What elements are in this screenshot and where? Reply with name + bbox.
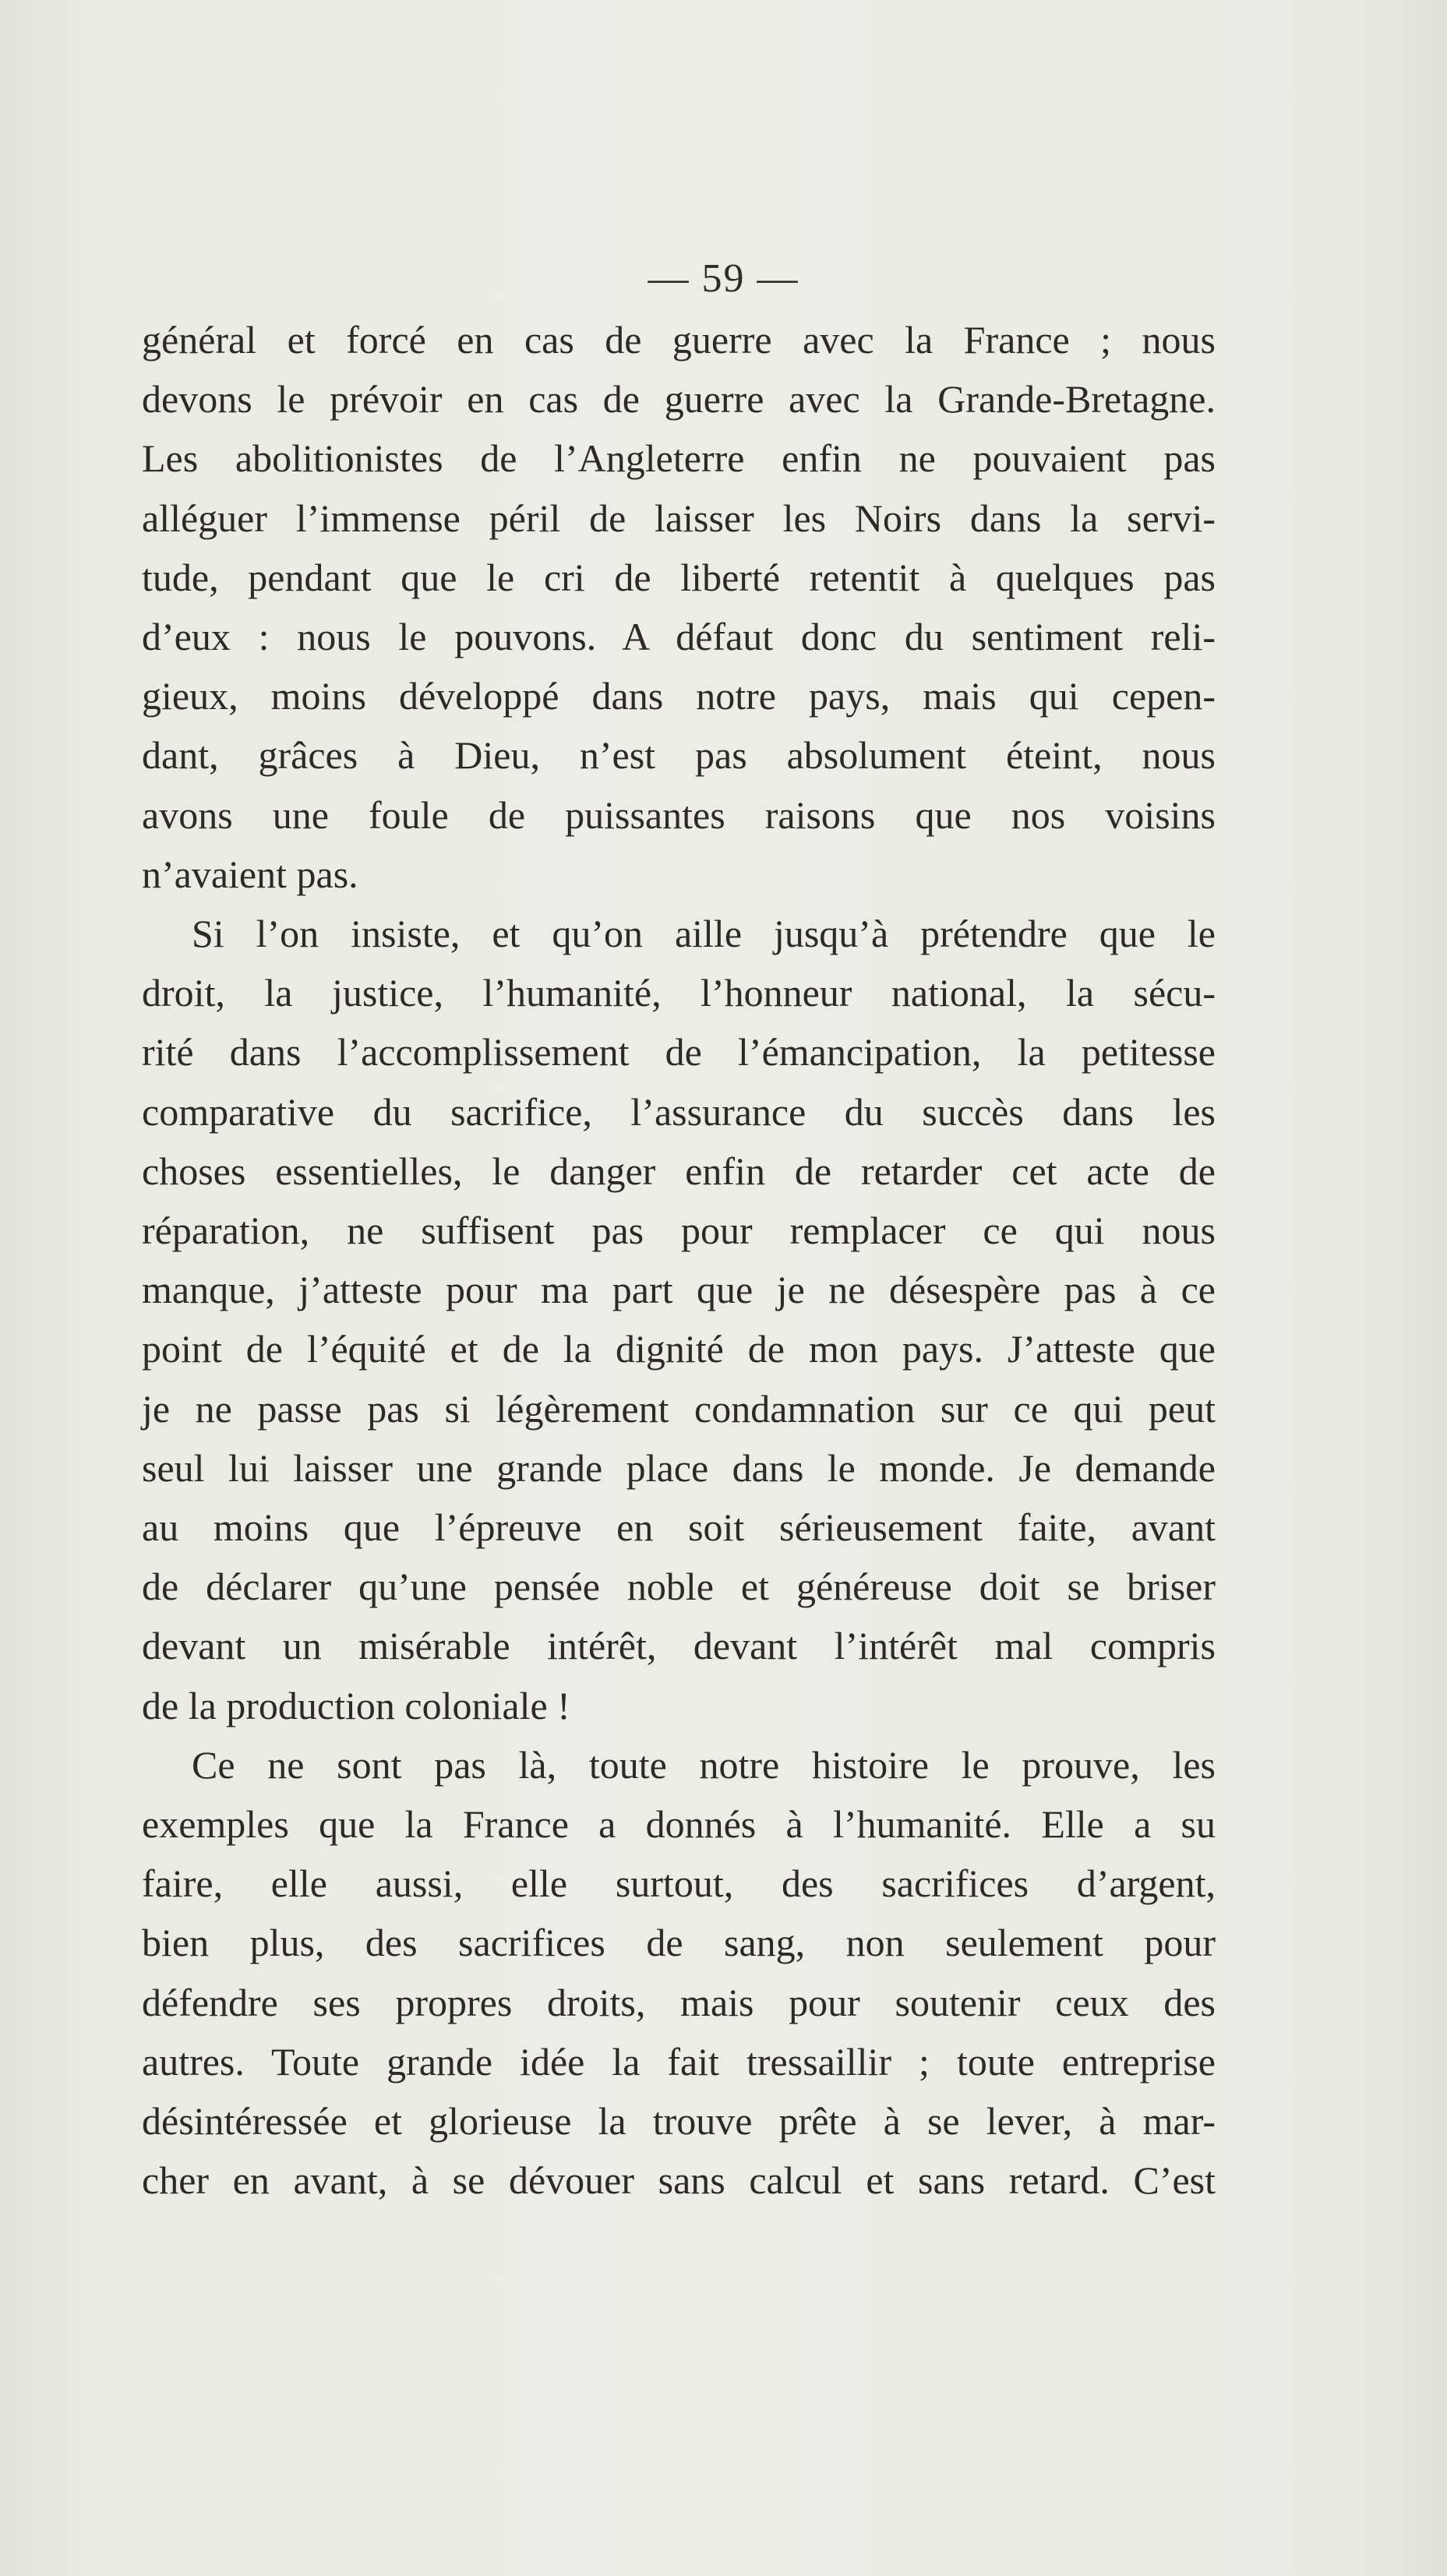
text-line: comparative du sacrifice, l’assurance du succès dans les bbox=[142, 1089, 1216, 1134]
body-text bbox=[142, 310, 1216, 2211]
text-line: autres. Toute grande idée la fait tressaillir ; toute entreprise bbox=[142, 2039, 1216, 2084]
text-line: exemples que la France a donnés à l’humanité. Elle a su bbox=[142, 1802, 1216, 1847]
paragraph-2 bbox=[142, 904, 1216, 1735]
text-line: de déclarer qu’une pensée noble et généreuse doit se briser bbox=[142, 1565, 1216, 1609]
text-line: bien plus, des sacrifices de sang, non seulement pour bbox=[142, 1921, 1216, 1965]
text-line: désintéressée et glorieuse la trouve prête à se lever, à mar- bbox=[142, 2099, 1216, 2144]
text-line: réparation, ne suffisent pas pour remplacer ce qui nous bbox=[142, 1209, 1216, 1253]
text-line: Si l’on insiste, et qu’on aille jusqu’à prétendre que le bbox=[192, 912, 1216, 956]
text-line: devons le prévoir en cas de guerre avec la Grande-Bretagne. bbox=[142, 377, 1216, 422]
text-line: avons une foule de puissantes raisons que nos voisins bbox=[142, 792, 1216, 837]
text-line: cher en avant, à se dévouer sans calcul et sans retard. C’est bbox=[142, 2158, 1216, 2203]
text-line: Ce ne sont pas là, toute notre histoire le prouve, les bbox=[192, 1742, 1216, 1787]
paragraph-1 bbox=[142, 310, 1216, 904]
text-line: général et forcé en cas de guerre avec la France ; nous bbox=[142, 318, 1216, 362]
text-line: choses essentielles, le danger enfin de retarder cet acte de bbox=[142, 1149, 1216, 1193]
text-line: de la production coloniale ! bbox=[142, 1683, 570, 1727]
text-line: alléguer l’immense péril de laisser les Noirs dans la servi- bbox=[142, 496, 1216, 540]
text-line: tude, pendant que le cri de liberté retentit à quelques pas bbox=[142, 555, 1216, 599]
text-line: manque, j’atteste pour ma part que je ne désespère pas à ce bbox=[142, 1268, 1216, 1312]
text-line: Les abolitionistes de l’Angleterre enfin ne pouvaient pas bbox=[142, 436, 1216, 481]
text-line: droit, la justice, l’humanité, l’honneur national, la sécu- bbox=[142, 971, 1216, 1015]
page-number: — 59 — bbox=[648, 256, 799, 301]
paragraph-3 bbox=[142, 1735, 1216, 2211]
text-line: je ne passe pas si légèrement condamnation sur ce qui peut bbox=[142, 1386, 1216, 1431]
text-line: faire, elle aussi, elle surtout, des sacrifices d’argent, bbox=[142, 1861, 1216, 1906]
text-line: n’avaient pas. bbox=[142, 852, 358, 896]
text-line: seul lui laisser une grande place dans le monde. Je demande bbox=[142, 1445, 1216, 1490]
text-line: devant un misérable intérêt, devant l’intérêt mal compris bbox=[142, 1624, 1216, 1668]
text-line: rité dans l’accomplissement de l’émancipation, la petitesse bbox=[142, 1030, 1216, 1075]
text-line: point de l’équité et de la dignité de mon pays. J’atteste que bbox=[142, 1327, 1216, 1371]
text-line: défendre ses propres droits, mais pour soutenir ceux des bbox=[142, 1980, 1216, 2024]
text-line: d’eux : nous le pouvons. A défaut donc du sentiment reli- bbox=[142, 615, 1216, 659]
text-line: gieux, moins développé dans notre pays, mais qui cepen- bbox=[142, 674, 1216, 718]
text-line: dant, grâces à Dieu, n’est pas absolument éteint, nous bbox=[142, 733, 1216, 778]
text-line: au moins que l’épreuve en soit sérieusement faite, avant bbox=[142, 1505, 1216, 1550]
